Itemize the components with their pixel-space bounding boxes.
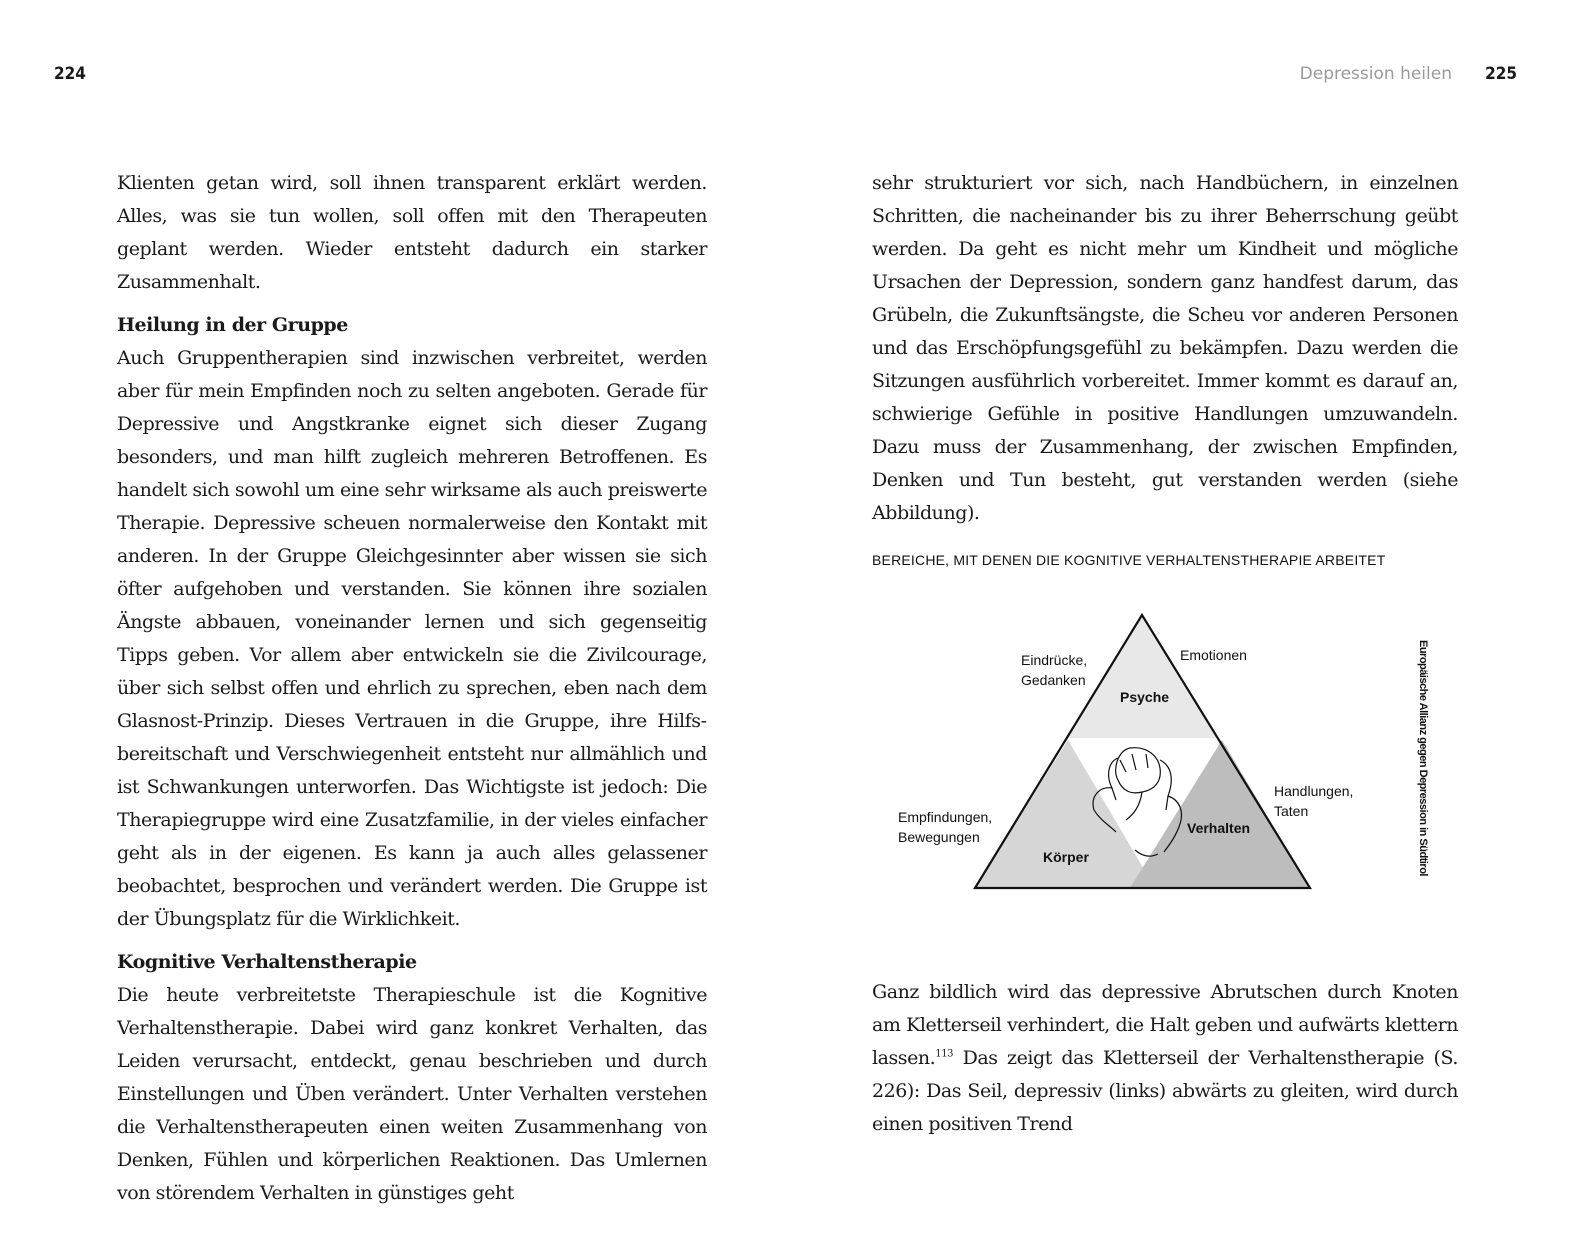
label-handlungen: Handlungen, Taten [1274,783,1354,819]
climbing-rope-paragraph: Ganz bildlich wird das depressive Abrutschen durch Knoten am Kletterseil verhindert, die Halt geben und aufwärts klettern lassen.$^{113}$ Das zeigt das Kletterseil der Verhaltenstherapie (S. 226): Das Seil, depressiv (links) abwärts zu gleiten, wird durch einen positiven Trend [872,981,1459,1135]
label-psyche: Psyche [1120,689,1170,705]
label-verhalten: Verhalten [1187,820,1251,836]
right-page-column-lower [872,976,1458,1141]
cbt-continued-paragraph: sehr strukturiert vor sich, nach Handbüchern, in einzelnen Schritten, die nacheinander bis zu ihrer Beherrschung geübt werden. Da geht es nicht mehr um Kindheit und mögliche Ursachen der Depression, sondern ganz handfest darum, das Grübeln, die Zukunftsängste, die Scheu vor anderen Personen und das Erschöpfungsgefühl zu bekämpfen. Dazu werden die Sitzungen ausführlich vorbereitet. Immer kommt es darauf an, schwierige Gefühle in positive Handlungen umzuwandeln. Dazu muss der Zusammenhang, der zwischen Empfinden, Denken und Tun besteht, gut verstanden werden (siehe Abbildung). [872,172,1458,524]
right-page-number: 225 [1485,64,1517,84]
intro-paragraph: Klienten getan wird, soll ihnen transparent erklärt werden. Alles, was sie tun wollen, soll offen mit den Therapeuten geplant werden. Wieder entsteht dadurch ein starker Zusammenhalt. [117,172,707,293]
section-heading-group-therapy: Heilung in der Gruppe [117,314,348,336]
cbt-paragraph: Die heute verbreitetste Therapieschule ist die Kognitive Verhaltenstherapie. Dabei wird ganz konkret Verhalten, das Leiden verursacht, entdeckt, genau beschrieben und durch Einstellungen und Üben verändert. Unter Verhalten verstehen die Verhaltenstherapeuten einen weiten Zusammenhang von Denken, Fühlen und körperlichen Reaktionen. Das Umlernen von störendem Verhalten in günstiges geht [117,984,707,1204]
label-eindruecke: Eindrücke, Gedanken [1021,652,1088,688]
left-page-column [117,167,707,1210]
label-empfindungen: Empfindungen, Bewegungen [898,809,993,845]
group-therapy-paragraph: Auch Gruppentherapien sind inzwischen verbreitet, werden aber für mein Empfinden noch zu selten angeboten. Gerade für Depressive und Angstkranke eignet sich dieser Zugang besonders, und man hilft zugleich mehreren Betroffenen. Es handelt sich sowohl um eine sehr wirksame als auch preiswerte Therapie. Depressive scheuen normalerweise den Kontakt mit anderen. In der Gruppe Gleichgesinnter aber wissen sie sich öfter aufgehoben und verstanden. Sie können ihre sozialen Ängste abbauen, voneinander lernen und sich gegenseitig Tipps geben. Vor allem aber entwickeln sie die Zivilcourage, über sich selbst offen und ehrlich zu sprechen, eben nach dem Glasnost-Prinzip. Dieses Vertrauen in die Gruppe, ihre Hilfsbereitschaft und Verschwiegenheit entsteht nur allmählich und ist Schwankungen unterworfen. Das Wichtigste ist jedoch: Die Therapiegruppe wird eine Zusatzfamilie, in der vieles einfacher geht als in der eigenen. Es kann ja auch alles gelassener beobachtet, besprochen und verändert werden. Die Gruppe ist der Übungsplatz für die Wirklichkeit. [117,347,707,930]
right-page-column [872,167,1458,530]
psyche-region [1066,615,1218,738]
section-heading-cbt: Kognitive Verhaltenstherapie [117,951,417,973]
running-head: Depression heilen [1299,64,1452,84]
footnote-ref[interactable]: 113 [935,1048,954,1060]
left-page-number: 224 [54,64,86,84]
triangle-diagram-graphic [880,600,1440,900]
label-koerper: Körper [1043,849,1089,865]
label-emotionen: Emotionen [1180,647,1247,663]
cbt-triangle-diagram [880,600,1440,900]
image-credit: Europäische Allianz gegen Depression in Südtirol [1417,640,1429,876]
figure-caption: BEREICHE, MIT DENEN DIE KOGNITIVE VERHALTENSTHERAPIE ARBEITET [872,552,1386,568]
